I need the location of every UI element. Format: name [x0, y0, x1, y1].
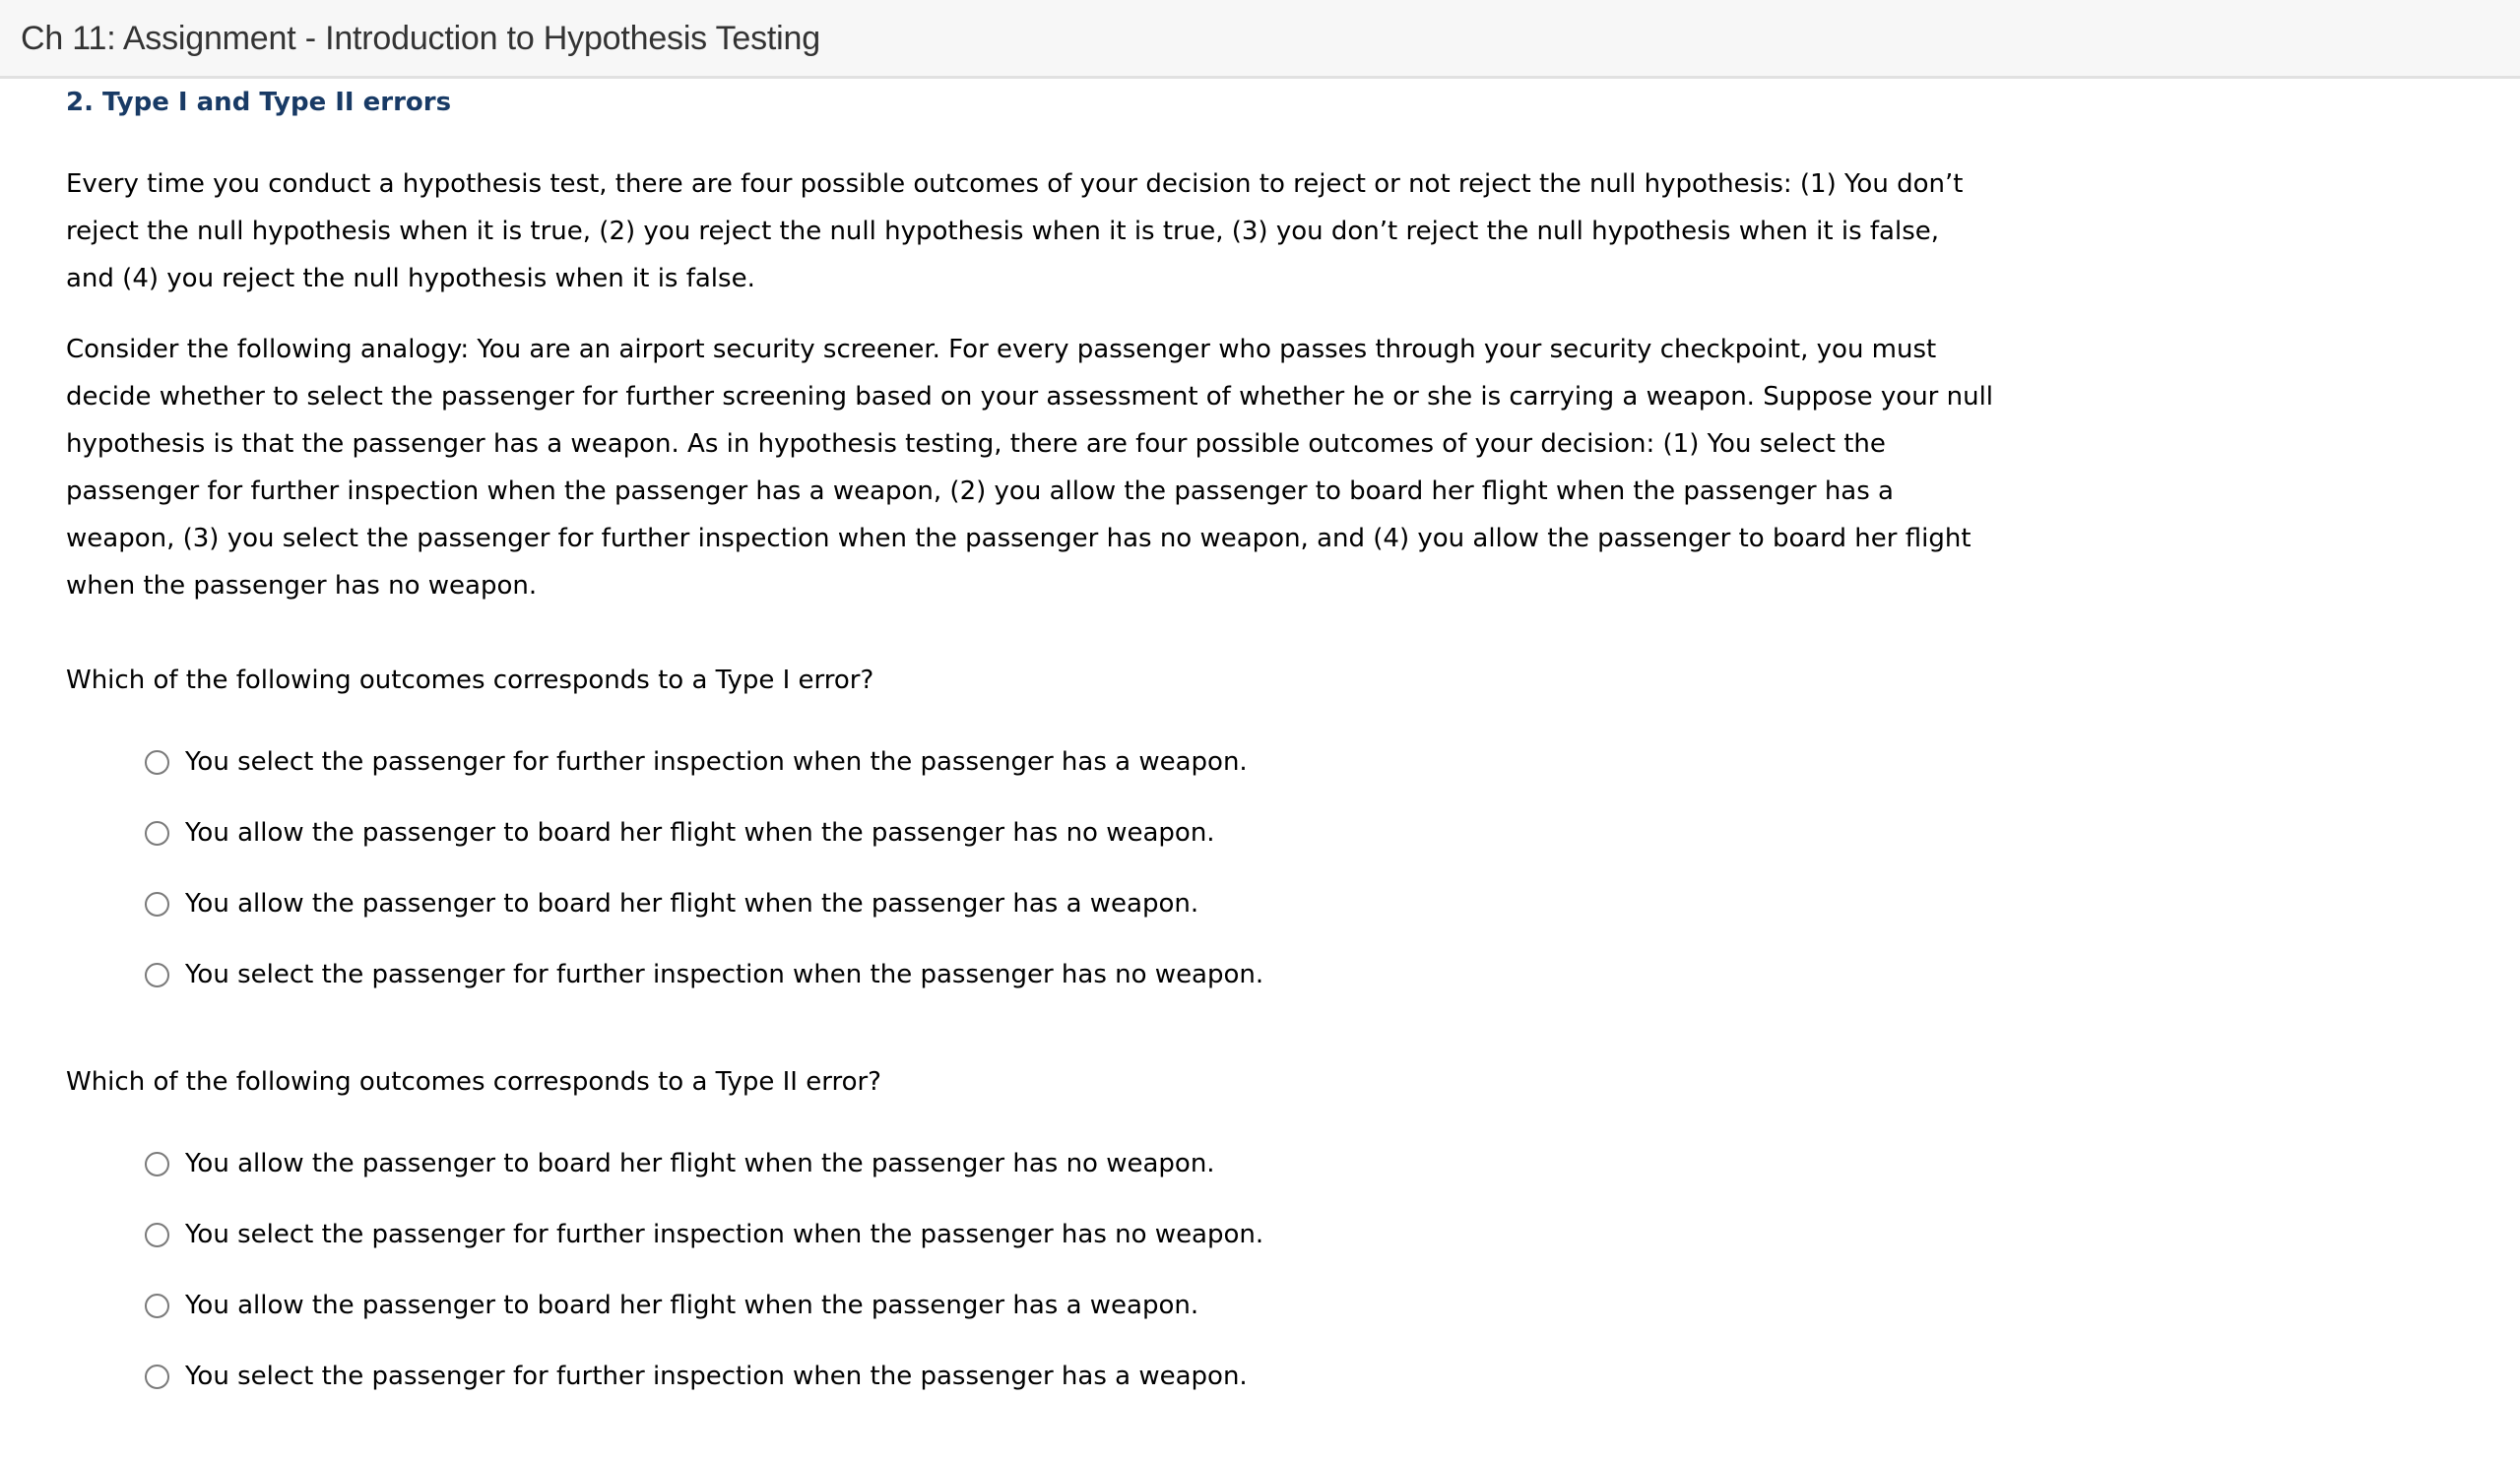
type-i-question-prompt: Which of the following outcomes corresponds to a Type I error? — [66, 666, 874, 695]
paragraph-line: Consider the following analogy: You are an airport security screener. For every passenger who passes through your security checkpoint, you must — [66, 335, 1937, 364]
question-section-title: 2. Type I and Type II errors — [66, 88, 452, 117]
type-ii-option-2[interactable] — [145, 1211, 1263, 1258]
type-i-option-4[interactable] — [145, 951, 1263, 998]
type-ii-option-1[interactable] — [145, 1140, 1215, 1187]
paragraph-line: when the passenger has no weapon. — [66, 571, 538, 601]
type-ii-option-4[interactable] — [145, 1353, 1248, 1400]
type-i-option-2[interactable] — [145, 809, 1215, 857]
paragraph-line: passenger for further inspection when the passenger has a weapon, (2) you allow the passenger to board her flight when the passenger has a — [66, 476, 1894, 506]
type-ii-question-prompt: Which of the following outcomes corresponds to a Type II error? — [66, 1067, 881, 1097]
option-label: You allow the passenger to board her flight when the passenger has a weapon. — [185, 1291, 1199, 1320]
radio-button[interactable] — [145, 1365, 169, 1389]
radio-button[interactable] — [145, 892, 169, 917]
paragraph-line: reject the null hypothesis when it is true, (2) you reject the null hypothesis when it is true, (3) you don’t reject the null hypothesis when it is false, — [66, 217, 1940, 246]
assignment-header — [0, 0, 2520, 79]
intro-paragraph — [66, 160, 1963, 302]
assignment-title: Ch 11: Assignment - Introduction to Hypothesis Testing — [21, 20, 820, 57]
radio-button[interactable] — [145, 1152, 169, 1176]
option-label: You select the passenger for further inspection when the passenger has a weapon. — [185, 1362, 1248, 1391]
option-label: You select the passenger for further inspection when the passenger has no weapon. — [185, 1220, 1264, 1249]
radio-button[interactable] — [145, 1294, 169, 1318]
option-label: You allow the passenger to board her flight when the passenger has no weapon. — [185, 818, 1215, 848]
radio-button[interactable] — [145, 1223, 169, 1247]
option-label: You select the passenger for further inspection when the passenger has a weapon. — [185, 747, 1248, 777]
radio-button[interactable] — [145, 750, 169, 775]
paragraph-line: hypothesis is that the passenger has a weapon. As in hypothesis testing, there are four possible outcomes of your decision: (1) You select the — [66, 429, 1886, 459]
type-i-option-1[interactable] — [145, 738, 1248, 786]
radio-button[interactable] — [145, 963, 169, 987]
radio-button[interactable] — [145, 821, 169, 846]
paragraph-line: weapon, (3) you select the passenger for further inspection when the passenger has no weapon, and (4) you allow the passenger to board her flight — [66, 524, 1971, 553]
paragraph-line: Every time you conduct a hypothesis test, there are four possible outcomes of your decision to reject or not reject the null hypothesis: (1) You don’t — [66, 169, 1964, 199]
option-label: You allow the passenger to board her flight when the passenger has no weapon. — [185, 1149, 1215, 1178]
paragraph-line: decide whether to select the passenger for further screening based on your assessment of whether he or she is carrying a weapon. Suppose your null — [66, 382, 1994, 412]
analogy-paragraph — [66, 326, 1993, 609]
type-i-option-3[interactable] — [145, 880, 1198, 927]
option-label: You select the passenger for further inspection when the passenger has no weapon. — [185, 960, 1264, 989]
option-label: You allow the passenger to board her flight when the passenger has a weapon. — [185, 889, 1199, 919]
type-ii-option-3[interactable] — [145, 1282, 1198, 1329]
paragraph-line: and (4) you reject the null hypothesis when it is false. — [66, 264, 755, 293]
